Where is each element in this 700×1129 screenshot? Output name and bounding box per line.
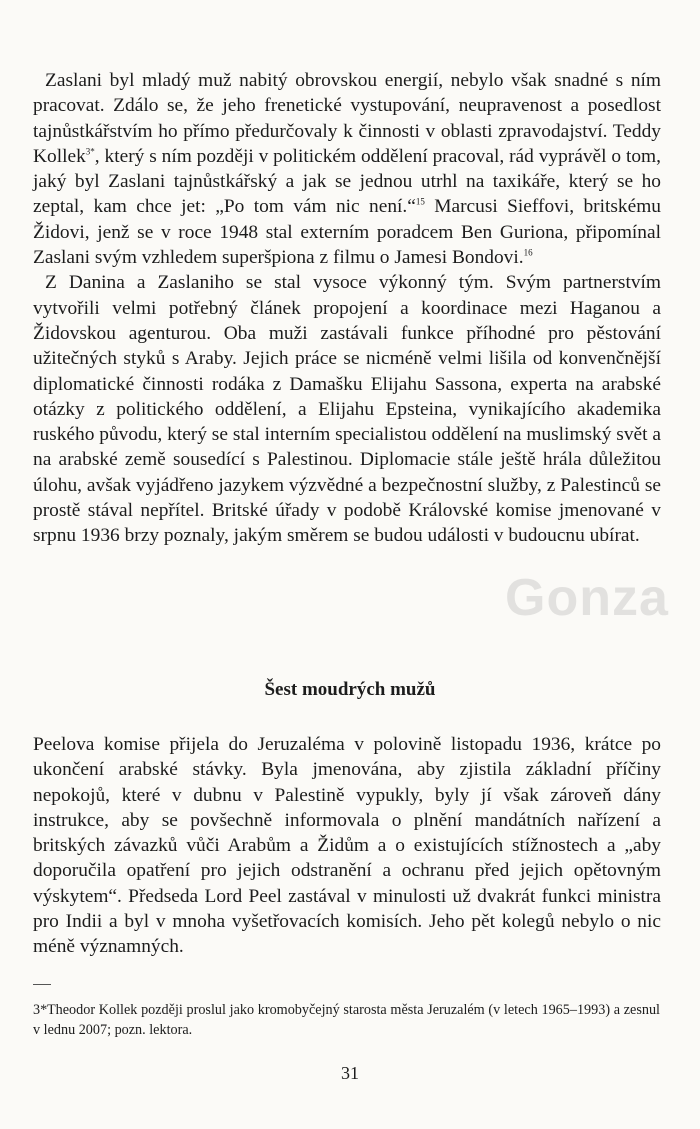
watermark: Gonza	[505, 569, 669, 627]
page-number: 31	[341, 1063, 359, 1083]
paragraph-team: Z Danina a Zaslaniho se stal vysoce výkonný tým. Svým partnerstvím vytvořili velmi potřebný článek propojení a koordinace mezi Haganou a Židovskou agenturou. Oba muži zastávali funkce příhodné pro pěstování užitečných styků s Araby. Jejich práce se nicméně velmi lišila od konvenčnější diplomatické činnosti rodáka z Damašku Elijahu Sassona, experta na arabské otázky z politického oddělení, a Elijahu Epsteina, vynikajícího akademika ruského původu, který se stal interním specialistou oddělení na muslimský svět a na arabské země sousedící s Palestinou. Diplomacie stále ještě hrála důležitou úlohu, avšak vyjádřeno jazykem výzvědné a bezpečnostní služby, z Palestinců se prostě stával nepřítel. Britské úřady v podobě Královské komise jmenované v srpnu 1936 brzy poznaly, jakým směrem se budou události v budoucnu ubírat.	[33, 272, 661, 547]
body-text-bottom	[33, 732, 661, 960]
footnote-divider	[33, 984, 51, 985]
section-heading: Šest moudrých mužů	[264, 679, 436, 700]
body-text-top	[33, 68, 661, 549]
footnote-text: Theodor Kollek později proslul jako kromobyčejný starosta města Jeruzalém (v letech 1965–1993) a zesnul v lednu 2007; pozn. lektora.	[33, 1002, 660, 1038]
paragraph-zaslani	[33, 68, 661, 270]
endnote-ref: 16	[523, 247, 533, 258]
footnote	[33, 1000, 660, 1040]
endnote-ref: 15	[415, 197, 425, 208]
paragraph-peel-commission: Peelova komise přijela do Jeruzaléma v polovině listopadu 1936, krátce po ukončení arabské stávky. Byla jmenována, aby zjistila základní příčiny nepokojů, které v dubnu v Palestině vypukly, byly jí však zároveň dány instrukce, aby se povšechně informovala o plnění mandátních nařízení a britských závazků vůči Arabům a Židům a o existujících stížnostech a „aby doporučila opatření pro jejich odstranění a ochranu před jejich opětovným výskytem“. Předseda Lord Peel zastával v minulosti už dvakrát funkci ministra pro Indii a byl v mnoha vyšetřovacích komisích. Jeho pět kolegů nebylo o nic méně významných.	[33, 734, 661, 958]
text-run: Zaslani byl mladý muž nabitý obrovskou energií, nebylo však snadné s ním pracovat. Zdálo se, že jeho frenetické vystupování, neupravenost a posedlost tajnůstkářstvím ho přímo předurčovaly k činnosti v oblasti zpravodajství. Teddy Kollek	[33, 70, 661, 167]
footnote-marker: 3*	[33, 1002, 48, 1018]
footnote-ref: 3*	[85, 146, 95, 157]
text-run: Marcusi Sieffovi, britskému Židovi, jenž se v roce 1948 stal externím poradcem Ben Guriona, připomínal Zaslani svým vzhledem superšpiona z filmu o Jamesi Bondovi.	[33, 196, 662, 269]
text-run: , který s ním později v politickém oddělení pracoval, rád vyprávěl o tom, jaký byl Zaslani tajnůstkářský a jak se jednou utrhl na taxikáře, který se ho zeptal, kam chce jet: „Po tom vám nic není.“	[33, 145, 661, 218]
